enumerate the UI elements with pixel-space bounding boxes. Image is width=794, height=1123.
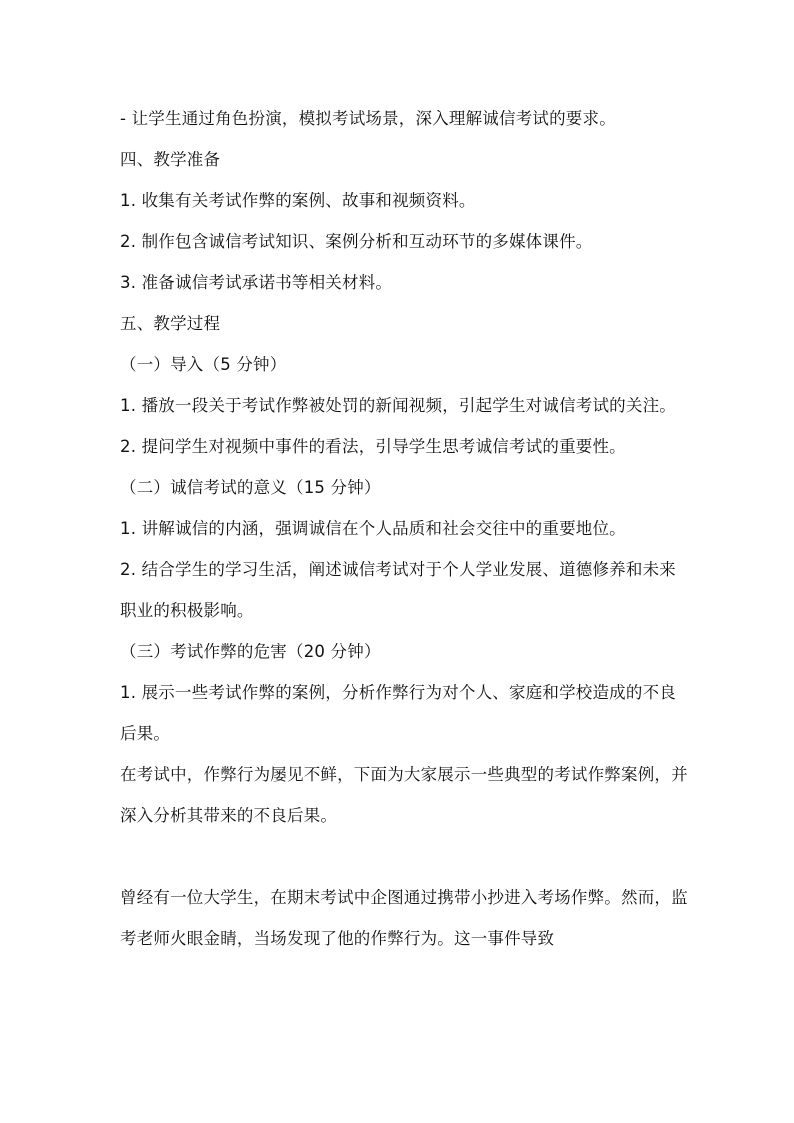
paragraph-prep-1: 1. 收集有关考试作弊的案例、故事和视频资料。 — [120, 191, 476, 210]
subheading-harm: （三）考试作弊的危害（20 分钟） — [120, 642, 381, 661]
paragraph-intro-1: 1. 播放一段关于考试作弊被处罚的新闻视频，引起学生对诚信考试的关注。 — [120, 396, 676, 415]
subheading-meaning: （二）诚信考试的意义（15 分钟） — [120, 478, 381, 497]
heading-teaching-preparation: 四、教学准备 — [120, 150, 221, 169]
paragraph-prep-3: 3. 准备诚信考试承诺书等相关材料。 — [120, 273, 393, 292]
paragraph-harm-intro: 在考试中，作弊行为屡见不鲜，下面为大家展示一些典型的考试作弊案例，并深入分析其带来的不良后果。 — [120, 765, 688, 825]
paragraph-role-play: - 让学生通过角色扮演，模拟考试场景，深入理解诚信考试的要求。 — [120, 109, 616, 128]
heading-teaching-process: 五、教学过程 — [120, 314, 221, 333]
paragraph-spacer — [120, 836, 690, 877]
paragraph-intro-2: 2. 提问学生对视频中事件的看法，引导学生思考诚信考试的重要性。 — [120, 437, 626, 456]
document-body — [120, 98, 690, 959]
paragraph-meaning-2: 2. 结合学生的学习生活，阐述诚信考试对于个人学业发展、道德修养和未来职业的积极影响。 — [120, 560, 676, 620]
subheading-introduction: （一）导入（5 分钟） — [120, 355, 287, 374]
paragraph-harm-1: 1. 展示一些考试作弊的案例，分析作弊行为对个人、家庭和学校造成的不良后果。 — [120, 683, 676, 743]
paragraph-meaning-1: 1. 讲解诚信的内涵，强调诚信在个人品质和社会交往中的重要地位。 — [120, 519, 626, 538]
paragraph-case-story: 曾经有一位大学生，在期末考试中企图通过携带小抄进入考场作弊。然而，监考老师火眼金睛，当场发现了他的作弊行为。这一事件导致 — [120, 888, 688, 948]
paragraph-prep-2: 2. 制作包含诚信考试知识、案例分析和互动环节的多媒体课件。 — [120, 232, 593, 251]
